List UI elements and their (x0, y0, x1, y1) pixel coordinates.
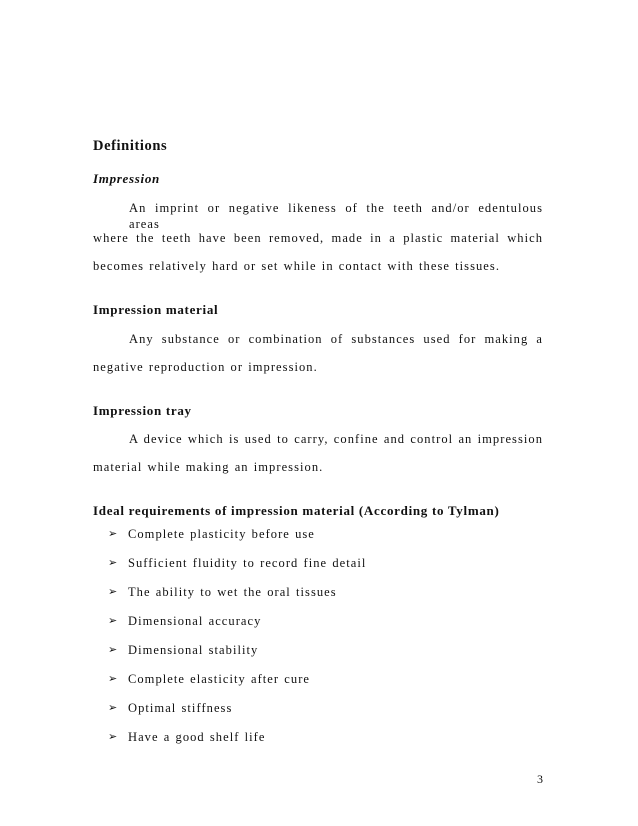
list-item (108, 584, 366, 613)
list-item-text: Complete plasticity before use (128, 527, 315, 541)
list-item (108, 671, 366, 700)
arrow-bullet-icon: ➢ (108, 672, 119, 685)
arrow-bullet-icon: ➢ (108, 556, 119, 569)
section-title-impression-tray: Impression tray (93, 403, 192, 418)
list-item-text: Dimensional stability (128, 643, 259, 657)
list-item (108, 729, 366, 758)
requirements-title: Ideal requirements of impression material (According to Tylman) (93, 503, 500, 518)
paragraph-line: Any substance or combination of substances used for making a (129, 332, 543, 346)
arrow-bullet-icon: ➢ (108, 730, 119, 743)
list-item-text: Sufficient fluidity to record fine detail (128, 556, 367, 570)
list-item-text: Optimal stiffness (128, 701, 233, 715)
paragraph-line: A device which is used to carry, confine and control an impression (129, 432, 543, 446)
arrow-bullet-icon: ➢ (108, 585, 119, 598)
list-item-text: Complete elasticity after cure (128, 672, 311, 686)
page-heading: Definitions (93, 138, 168, 154)
arrow-bullet-icon: ➢ (108, 527, 119, 540)
paragraph-line: where the teeth have been removed, made in a plastic material which (93, 231, 543, 245)
paragraph-line: becomes relatively hard or set while in contact with these tissues. (93, 259, 500, 273)
section-title-impression: Impression (93, 171, 160, 186)
list-item (108, 613, 366, 642)
paragraph-line: An imprint or negative likeness of the teeth and/or edentulous areas (129, 201, 543, 231)
list-item (108, 700, 366, 729)
arrow-bullet-icon: ➢ (108, 643, 119, 656)
page-number: 3 (537, 772, 543, 786)
requirements-list (108, 526, 366, 758)
paragraph-line: material while making an impression. (93, 460, 324, 474)
paragraph-line: negative reproduction or impression. (93, 360, 318, 374)
section-title-impression-material: Impression material (93, 302, 219, 317)
list-item (108, 555, 366, 584)
list-item (108, 526, 366, 555)
arrow-bullet-icon: ➢ (108, 614, 119, 627)
list-item-text: The ability to wet the oral tissues (128, 585, 337, 599)
list-item-text: Dimensional accuracy (128, 614, 262, 628)
arrow-bullet-icon: ➢ (108, 701, 119, 714)
list-item (108, 642, 366, 671)
list-item-text: Have a good shelf life (128, 730, 266, 744)
